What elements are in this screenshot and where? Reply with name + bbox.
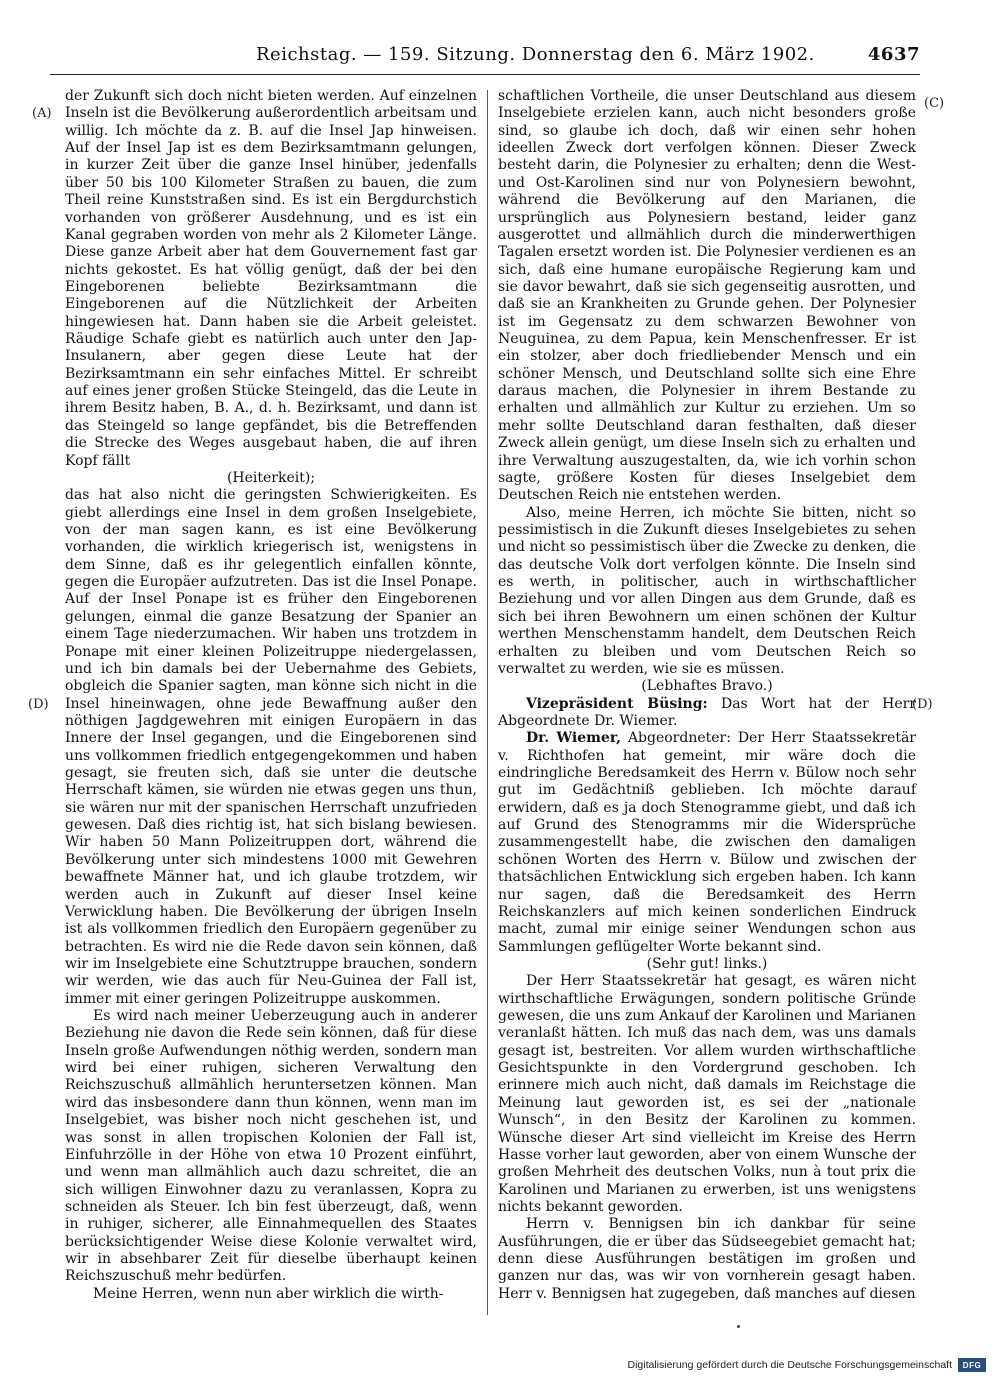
speech-text: Das Wort hat der Herr Abgeordnete Dr. Wiemer. [498,695,916,729]
dfg-logo: DFG [958,1358,986,1372]
margin-mark-d-left: (D) [28,697,49,712]
paragraph: das hat also nicht die geringsten Schwierigkeiten. Es giebt allerdings eine Insel in dem großen Inselgebiete, von der man sagen kann, es ist eine Bevölkerung vorhanden, die wirklich kriegerisch ist, wenigstens in dem Sinne, daß es ihr gelegentlich einfallen könnte, gegen die Europäer aufzutreten. Das ist die Insel Ponape. Auf der Insel Ponape ist es früher den Eingeborenen gelungen, einmal die ganze Besatzung der Spanier an einem Tage niederzumachen. Wir haben uns trotzdem in Ponape mit einer kleinen Polizeitruppe niedergelassen, und ich bin damals bei der Uebernahme des Gebiets, obgleich die Spanier sagten, man könne sich nicht in die Insel hineinwagen, ohne jede Bewaffnung außer den nöthigen Jagdgewehren mit einigen Europäern in das Innere der Insel gegangen, und die Eingeborenen sind uns vollkommen friedlich entgegengekommen und haben gesagt, sie freuten sich, daß sie unter die deutsche Herrschaft kämen, sie würden nie etwas gegen uns thun, sie wären nur mit der spanischen Herrschaft unzufrieden gewesen. Daß dies richtig ist, hat sich bislang bewiesen. Wir haben 50 Mann Polizeitruppen dort, während die Bevölkerung unter sich mindestens 1000 mit Gewehren bewaffnete Männer hat, und ich glaube trotzdem, wir werden auch in Zukunft auf dieser Insel keine Verwicklung haben. Die Bevölkerung der übrigen Inseln ist als vollkommen friedlich den Europäern gegenüber zu betrachten. Es wird nie die Rede davon sein können, daß wir im Inselgebiete eine Schutztruppe brauchen, sondern wir werden, wie das auch für Neu-Guinea der Fall ist, immer mit einer geringen Polizeitruppe auskommen. [65,487,477,1007]
header-rule [50,74,920,75]
paragraph [498,696,916,731]
print-speck [737,1325,740,1328]
interjection: (Sehr gut! links.) [646,955,768,972]
paragraph: Herrn v. Bennigsen bin ich dankbar für seine Ausführungen, die er über das Südseegebiet gemacht hat; denn diese Ausführungen bestätigen im großen und ganzen nur das, was wir von vornherein gesagt haben. Herr v. Bennigsen hat zugegeben, daß manches auf diesen [498,1216,916,1302]
speaker-name: Vizepräsident Büsing: [526,695,708,712]
paragraph: Es wird nach meiner Ueberzeugung auch in anderer Beziehung nie davon die Rede sein können, daß für diese Inseln große Aufwendungen nöthig werden, sondern man wird bei einer ruhigen, sicheren Verwaltung den Reichszuschuß allmählich heruntersetzen können. Man wird das insbesondere dann thun können, wenn man im Inselgebiet, was bisher noch nicht geschehen ist, und was sonst in allen tropischen Kolonien der Fall ist, Einfuhrzölle in der Höhe von etwa 10 Prozent einführt, und wenn man allmählich auch dazu schreitet, die an sich willigen Einwohner dazu zu veranlassen, Kopra zu schneiden als Steuer. Ich bin fest überzeugt, daß, wenn in ruhiger, sicherer, alle Einnahmequellen des Staates berücksichtigender Weise diese Kolonie verwaltet wird, wir in absehbarer Zeit für dieselbe überhaupt keinen Reichszuschuß mehr bedürfen. [65,1008,477,1285]
interjection: (Lebhaftes Bravo.) [641,678,773,695]
paragraph: Also, meine Herren, ich möchte Sie bitten, nicht so pessimistisch in die Zukunft dieses Inselgebietes zu sehen und nicht so pessimistisch über die Zwecke zu denken, die das deutsche Volk dort verfolgen könnte. Die Inseln sind es werth, in politischer, auch in wirthschaftlicher Beziehung und vor allen Dingen aus dem Grunde, daß es sich bei ihren Bewohnern um einen schönen der Kultur werthen Menschenstamm handelt, dem Deutschen Reich erhalten zu bleiben und vom Deutschen Reich so verwaltet zu werden, wie sie es müssen. [498,504,916,677]
footer-credit: Digitalisierung gefördert durch die Deutsche Forschungsgemeinschaft [627,1359,952,1371]
speaker-name: Dr. Wiemer, [526,730,622,747]
paragraph: der Zukunft sich doch nicht bieten werden. Auf einzelnen Inseln ist die Bevölkerung außerordentlich arbeitsam und willig. Ich möchte da z. B. auf die Insel Jap hinweisen. Auf der Insel Jap ist es dem Bezirksamtmann gelungen, in kurzer Zeit über die ganze Insel hinüber, jedenfalls über 50 bis 100 Kilometer Straßen zu bauen, die zum Theil reine Kunststraßen sind. Es ist ein Bergdurchstich vorhanden von größerer Ausdehnung, und es ist ein Kanal gegraben worden von mehr als 2 Kilometer Länge. Diese ganze Arbeit aber hat dem Gouvernement fast gar nichts gekostet. Es hat völlig genügt, daß der bei den Eingeborenen beliebte Bezirksamtmann die Eingeborenen auf die Nützlichkeit der Arbeiten hingewiesen hat. Dann haben sie die Arbeit geleistet. Räudige Schafe giebt es natürlich auch unter den Jap-Insulanern, aber gegen diese Leute hat der Bezirksamtmann ein sehr einfaches Mittel. Er schreibt auf eines jener großen Stücke Steingeld, das die Leute in ihrem Besitz haben, B. A., d. h. Bezirksamt, und dann ist das Steingeld so lange gepfändet, bis die Betreffenden die Strecke des Weges ausgebaut haben, die auf ihren Kopf fällt [65,88,477,469]
left-column [65,88,477,1303]
page-header [50,44,920,70]
paragraph: Meine Herren, wenn nun aber wirklich die wirth- [93,1285,444,1302]
footer [627,1356,986,1374]
right-column [498,88,916,1303]
speech-text: Abgeordneter: Der Herr Staatssekretär v. Richthofen hat gemeint, mir wäre doch die eindringliche Beredsamkeit des Herrn v. Bülow noch sehr gut im Gedächtniß geblieben. Ich möchte darauf erwidern, daß es ja doch Stenogramme giebt, und daß ich auf Grund des Stenogramms mir die Widersprüche zusammengestellt habe, die zwischen den damaligen schönen Worten des Herrn v. Bülow und zwischen der thatsächlichen Entwicklung sich ergeben haben. Ich kann nur sagen, daß die Beredsamkeit des Herrn Reichskanzlers auf mich keinen sonderlichen Eindruck macht, zumal mir einige seiner Wendungen schon aus Sammlungen geflügelter Worte bekannt sind. [498,730,916,955]
interjection: (Heiterkeit); [226,469,316,486]
column-divider [487,90,488,1315]
page-number: 4637 [867,44,920,65]
margin-mark-a: (A) [32,106,52,121]
paragraph [498,730,916,956]
paragraph: schaftlichen Vortheile, die unser Deutschland aus diesem Inselgebiete erzielen kann, auch nicht besonders große sind, so glaube ich doch, daß wir einen sehr hohen ideellen Zweck dort verfolgen können. Dieser Zweck besteht darin, die Polynesier zu erhalten; denn die West- und Ost-Karolinen sind nur von Polynesiern bewohnt, während die Bevölkerung auf den Marianen, die ursprünglich aus Polynesiern bestand, leider ganz ausgerottet und allmählich durch die minderwerthigen Tagalen ersetzt worden ist. Die Polynesier verdienen es an sich, daß eine humane europäische Regierung kam und sie davor bewahrt, daß sie sich gegenseitig ausrotten, und daß sie an Krankheiten zu Grunde gehen. Der Polynesier ist im Gegensatz zu dem schwarzen Bewohner von Neuguinea, zu dem Papua, kein Menschenfresser. Er ist ein stolzer, aber doch friedliebender Mensch und ein schöner Mensch, und Deutschland sollte sich eine Ehre daraus machen, die Polynesier in ihrem Bestande zu erhalten und allmählich zur Kultur zu erziehen. Um so mehr sollte Deutschland daran festhalten, daß dieser Zweck allein genügt, um diese Inseln sich zu erhalten und ihre Verwaltung auszugestalten, da, wie ich vorhin schon sagte, größere Kosten für dieses Inselgebiet dem Deutschen Reich nie entstehen werden. [498,88,916,504]
paragraph: Der Herr Staatssekretär hat gesagt, es wären nicht wirthschaftliche Erwägungen, sondern politische Gründe gewesen, die uns zum Ankauf der Karolinen und Marianen veranlaßt hätten. Ich muß das nach dem, was uns damals gesagt ist, bestreiten. Vor allem wurden wirthschaftliche Gesichtspunkte in den Vordergrund geschoben. Ich erinnere mich auch nicht, daß damals im Reichstage die Meinung laut geworden ist, es sei der „nationale Wunsch“, in den Besitz der Karolinen zu kommen. Wünsche dieser Art sind vielleicht im Kreise des Herrn Hasse vorher laut geworden, aber von einem Wunsche der großen Mehrheit des deutschen Volks, nun à tout prix die Karolinen und Marianen zu erwerben, ist uns wenigstens nichts bekannt geworden. [498,973,916,1215]
margin-mark-c: (C) [924,96,945,111]
margin-mark-d-right: (D) [912,697,933,712]
running-title: Reichstag. — 159. Sitzung. Donnerstag den 6. März 1902. [256,44,815,65]
